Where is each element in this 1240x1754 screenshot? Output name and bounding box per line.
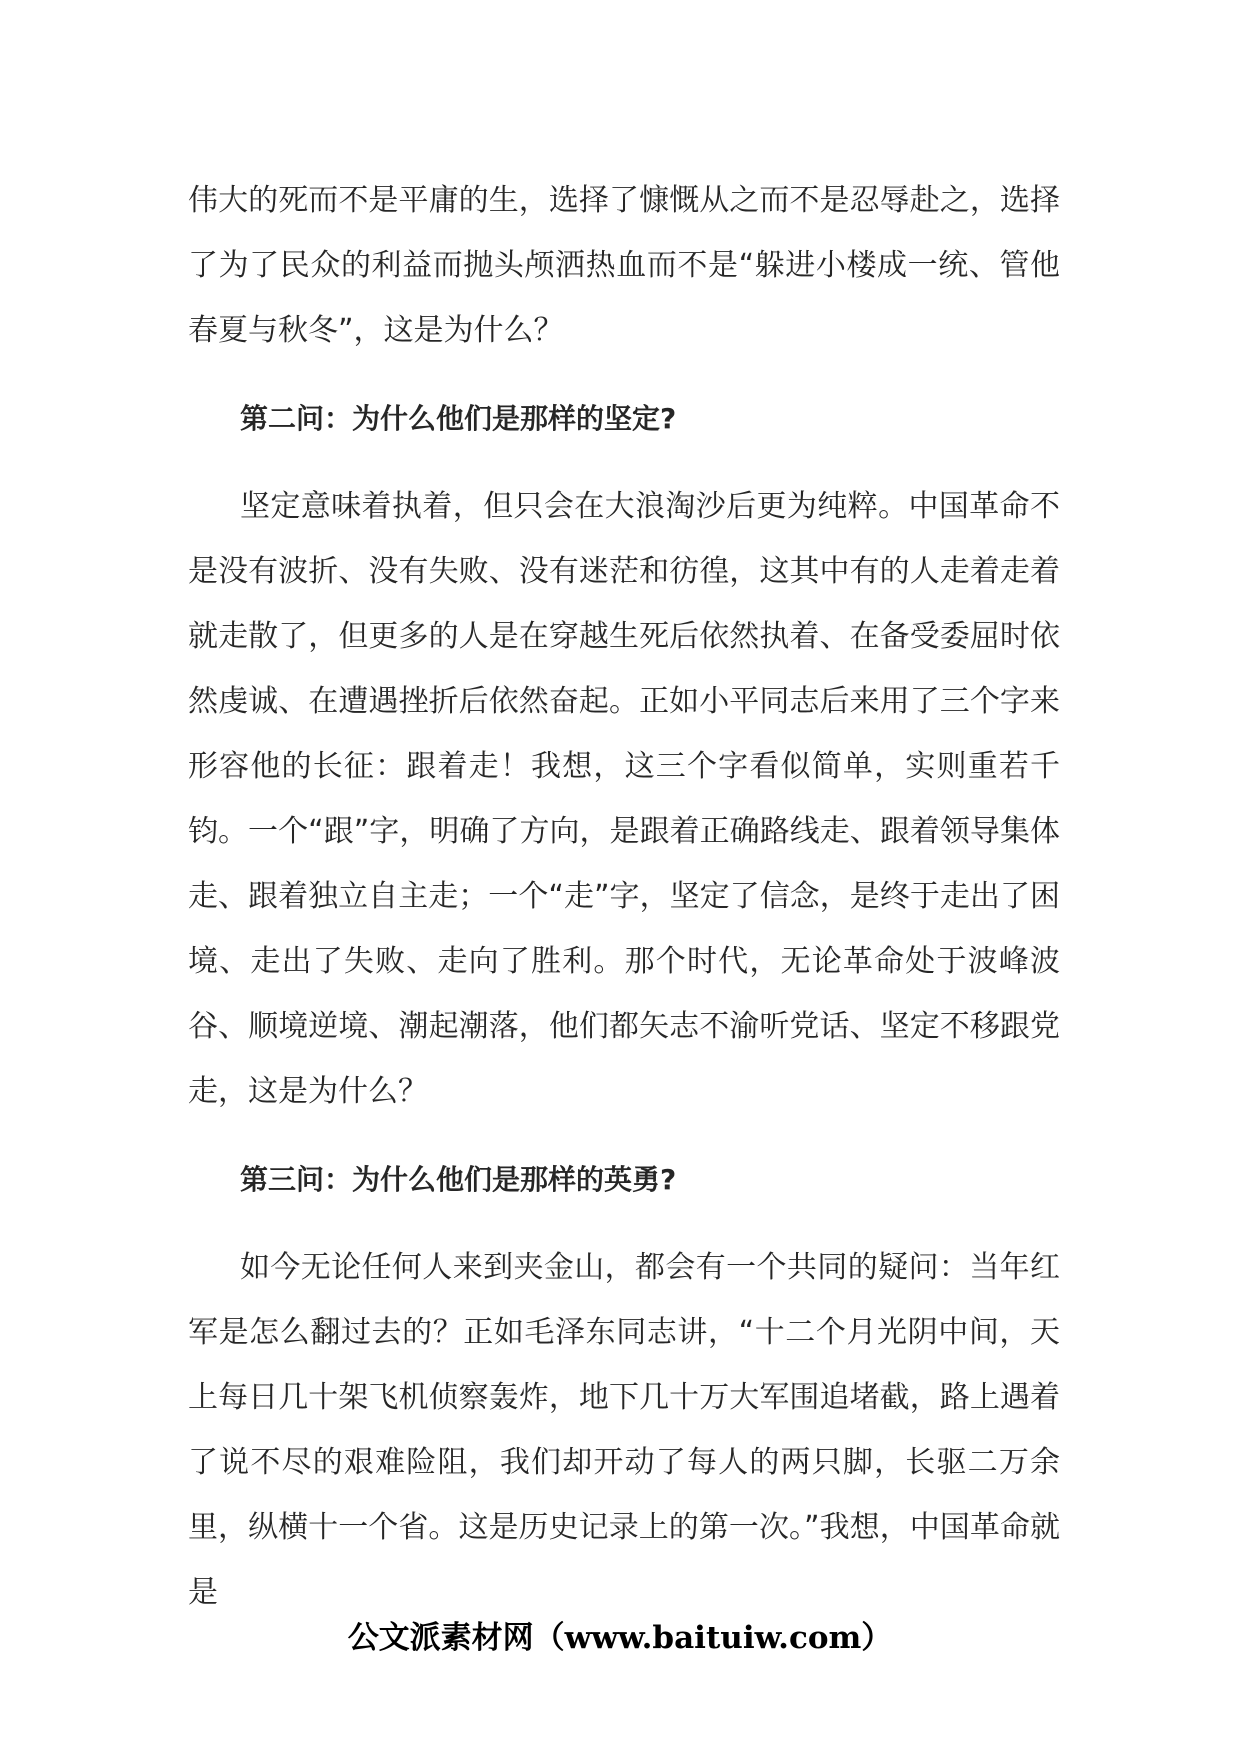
paragraph-bravery: 如今无论任何人来到夹金山，都会有一个共同的疑问：当年红军是怎么翻过去的？正如毛泽东同志讲，“十二个月光阴中间，天上每日几十架飞机侦察轰炸，地下几十万大军围追堵截，路上遇着了说不尽的艰难险阻，我们却开动了每人的两只脚，长驱二万余里，纵横十一个省。这是历史记录上的第一次。”我想，中国革命就是 [188, 1250, 1060, 1610]
section-heading-third-question: 第三问：为什么他们是那样的英勇? [240, 1163, 677, 1196]
footer-watermark: 公文派素材网（www.baituiw.com） [347, 1620, 893, 1656]
paragraph-continuation: 伟大的死而不是平庸的生，选择了慷慨从之而不是忍辱赴之，选择了为了民众的利益而抛头颅洒热血而不是“躲进小楼成一统、管他春夏与秋冬”，这是为什么？ [188, 183, 1060, 348]
paragraph-firmness: 坚定意味着执着，但只会在大浪淘沙后更为纯粹。中国革命不是没有波折、没有失败、没有迷茫和彷徨，这其中有的人走着走着就走散了，但更多的人是在穿越生死后依然执着、在备受委屈时依然虔诚、在遭遇挫折后依然奋起。正如小平同志后来用了三个字来形容他的长征：跟着走！我想，这三个字看似简单，实则重若千钧。一个“跟”字，明确了方向，是跟着正确路线走、跟着领导集体走、跟着独立自主走；一个“走”字，坚定了信念，是终于走出了困境、走出了失败、走向了胜利。那个时代，无论革命处于波峰波谷、顺境逆境、潮起潮落，他们都矢志不渝听党话、坚定不移跟党走，这是为什么？ [188, 489, 1060, 1109]
document-body [188, 168, 1060, 1625]
section-heading-second-question: 第二问：为什么他们是那样的坚定? [240, 402, 677, 435]
